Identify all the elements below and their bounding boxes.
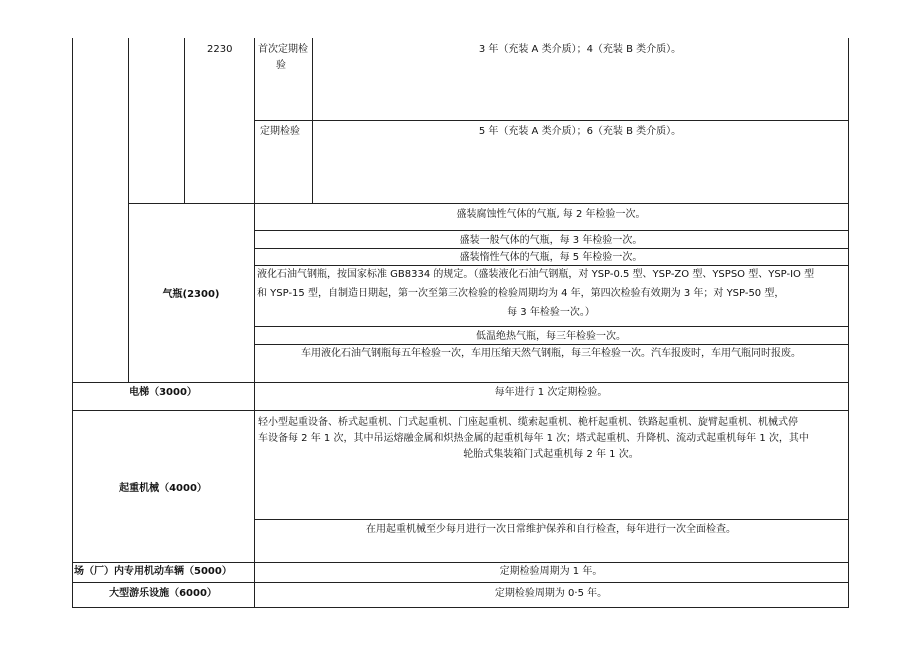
grid-line-3000-bottom (72, 410, 849, 411)
lpg-cylinder-text-line3: 每 3 年检验一次。） (507, 307, 595, 318)
grid-line-6000-bottom (72, 607, 849, 608)
motor-vehicle-text: 定期检验周期为 1 年。 (499, 566, 603, 577)
lpg-cylinder-text-line2: 和 YSP-15 型，自制造日期起，第一次至第三次检验的检验周期均为 4 年，第四次检验有效期为 3 年；对 YSP-50 型， (257, 288, 785, 299)
amusement-heading: 大型游乐设施（6000） (109, 588, 217, 599)
grid-line-left-outer (72, 38, 73, 608)
code-2230: 2230 (207, 44, 233, 55)
motor-vehicle-heading: 场（厂）内专用机动车辆（5000） (74, 566, 232, 577)
crane-heading: 起重机械（4000） (119, 483, 207, 494)
grid-line-right-outer (848, 38, 849, 608)
first-inspection-label-line2: 验 (276, 60, 286, 71)
crane-text-line1: 轻小型起重设备、桥式起重机、门式起重机、门座起重机、缆索起重机、桅杆起重机、铁路起重机、旋臂起重机、机械式停 (258, 417, 798, 428)
inert-gas-cylinder-text: 盛装惰性气体的气瓶，每 5 年检验一次。 (459, 252, 643, 263)
periodic-inspection-label: 定期检验 (260, 126, 300, 137)
grid-line-2230-bottom (128, 203, 849, 204)
crane-maintenance-text: 在用起重机械至少每月进行一次日常维护保养和自行检查，每年进行一次全面检查。 (366, 524, 736, 535)
amusement-text: 定期检验周期为 0·5 年。 (494, 588, 608, 599)
crane-text-line2: 车设备每 2 年 1 次，其中吊运熔融金属和炽热金属的起重机每年 1 次；塔式起重机、升降机、流动式起重机每年 1 次，其中 (258, 433, 809, 444)
grid-line-col2 (184, 38, 185, 203)
periodic-inspection-period: 5 年（充装 A 类介质）；6（充装 B 类介质）。 (478, 126, 682, 137)
gas-cylinder-heading: 气瓶(2300) (162, 289, 220, 300)
grid-line-2300-a (254, 230, 849, 231)
general-gas-cylinder-text: 盛装一般气体的气瓶，每 3 年检验一次。 (459, 235, 643, 246)
grid-line-2230-mid (254, 120, 849, 121)
grid-line-4000-mid (254, 519, 849, 520)
grid-line-3000-top (72, 382, 849, 383)
elevator-text: 每年进行 1 次定期检验。 (494, 387, 608, 398)
crane-text-line3: 轮胎式集装箱门式起重机每 2 年 1 次。 (463, 449, 639, 460)
first-inspection-label-line1: 首次定期检 (258, 44, 308, 55)
elevator-heading: 电梯（3000） (129, 387, 197, 398)
lpg-cylinder-text-line1: 液化石油气钢瓶，按国家标准 GB8334 的规定。（盛装液化石油气钢瓶，对 YSP-0.5 型、YSP-ZO 型、YSPSO 型、YSP-IO 型 (257, 269, 815, 280)
vehicle-cylinder-text: 车用液化石油气钢瓶每五年检验一次，车用压缩天然气钢瓶，每三年检验一次。汽车报废时，车用气瓶同时报废。 (301, 348, 801, 359)
grid-line-5000-bottom (72, 582, 849, 583)
grid-line-col1 (128, 38, 129, 382)
corrosive-gas-cylinder-text: 盛装腐蚀性气体的气瓶, 每 2 年检验一次。 (456, 209, 646, 220)
grid-line-4000-bottom (72, 562, 849, 563)
grid-line-2300-d (254, 326, 849, 327)
first-inspection-period: 3 年（充装 A 类介质）；4（充装 B 类介质）。 (478, 44, 682, 55)
cryogenic-cylinder-text: 低温绝热气瓶，每三年检验一次。 (476, 331, 626, 342)
